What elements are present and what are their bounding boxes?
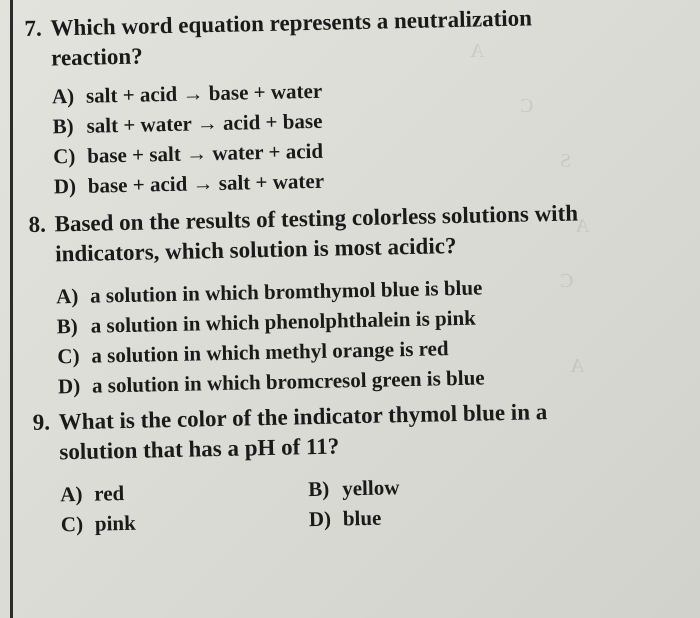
choice-letter: B) [56, 313, 79, 339]
choice-letter: C) [52, 143, 76, 169]
choice-letter: A) [55, 283, 79, 309]
bleed-through-mark: S [560, 150, 572, 172]
choice-letter: C) [60, 511, 84, 537]
question-9-text-line1: What is the color of the indicator thymol blue in a [58, 399, 548, 435]
choice-letter: C) [57, 343, 80, 369]
question-9-stem [32, 394, 693, 468]
question-8-choices [30, 268, 692, 402]
question-8-stem [28, 196, 689, 270]
question-8-text-line2: indicators, which solution is most acidic? [54, 232, 457, 267]
question-7-number: 7. [24, 15, 43, 41]
question-7-text-line1: Which word equation represents a neutralization [50, 5, 533, 41]
choice-text: blue [342, 505, 382, 531]
choice-letter: B) [52, 113, 74, 139]
bleed-through-mark: A [575, 215, 590, 237]
bleed-through-mark: C [560, 270, 574, 292]
choice-text: salt + water → acid + base [86, 108, 323, 138]
question-7 [24, 0, 688, 202]
choice-text: base + salt → water + acid [86, 138, 324, 168]
choice-letter: D) [53, 173, 77, 199]
question-9-text-line2: solution that has a pH of 11? [59, 433, 340, 465]
question-9-number: 9. [32, 409, 51, 435]
choice-text: pink [94, 510, 137, 536]
choice-text: yellow [341, 475, 400, 501]
question-9-choice-d [309, 499, 558, 534]
choice-letter: B) [307, 476, 330, 502]
question-9-choices [34, 466, 695, 540]
choice-letter: D) [57, 373, 81, 399]
choice-text: a solution in which bromcresol green is blue [91, 365, 485, 398]
bleed-through-mark: A [570, 355, 585, 377]
question-list [24, 0, 695, 540]
choice-text: red [94, 481, 125, 506]
choice-text: base + acid → salt + water [87, 168, 325, 198]
question-8-number: 8. [28, 211, 47, 237]
bleed-through-mark: A [470, 40, 485, 62]
question-9-choice-c [61, 504, 310, 539]
choice-text: a solution in which phenolphthalein is pink [90, 305, 477, 338]
margin-rule [10, 0, 13, 618]
choice-text: a solution in which bromthymol blue is blue [89, 275, 483, 308]
question-7-choices [26, 68, 688, 202]
bleed-through-mark: C [520, 95, 534, 117]
question-8-text-line1: Based on the results of testing colorless solutions with [54, 200, 579, 237]
question-7-stem [24, 0, 685, 74]
choice-letter: D) [308, 506, 332, 532]
choice-text: a solution in which methyl orange is red [91, 336, 449, 368]
choice-text: salt + acid → base + water [85, 78, 323, 108]
question-7-text-line2: reaction? [50, 43, 143, 71]
choice-letter: A) [51, 83, 75, 109]
question-9 [32, 394, 695, 540]
question-8 [28, 196, 692, 402]
choice-letter: A) [60, 481, 83, 507]
